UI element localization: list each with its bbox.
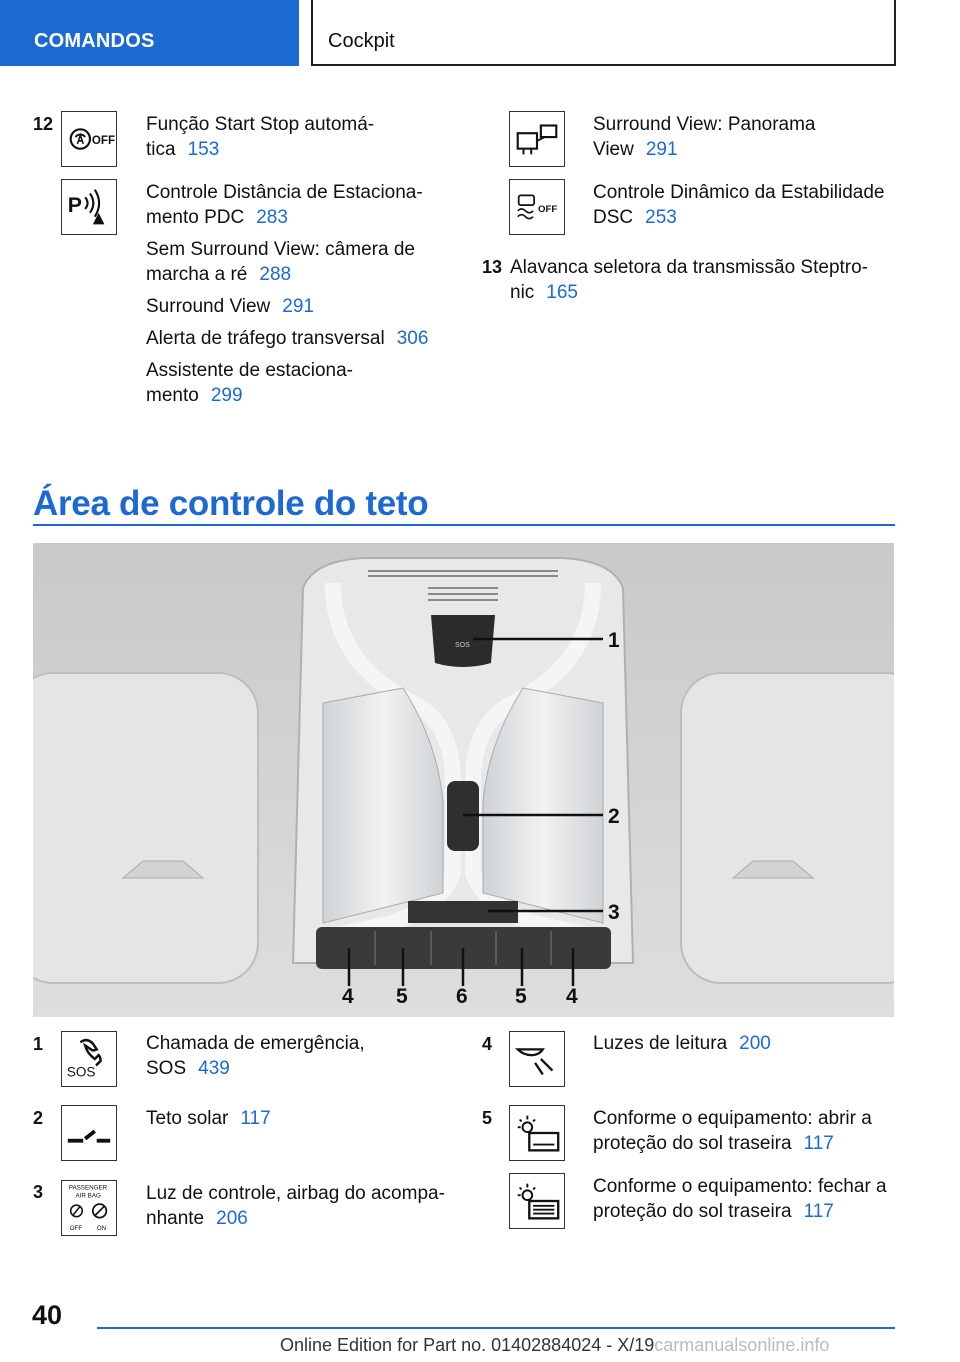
item-12b-line — [146, 294, 446, 319]
page-ref-link[interactable]: 117 — [803, 1201, 834, 1222]
item-text: Controle Distância de Estaciona- mento PDC — [146, 182, 423, 228]
item-text: Alerta de tráfego transversal — [146, 328, 385, 349]
item-12b-list — [146, 180, 446, 408]
section-divider — [33, 524, 895, 526]
svg-text:SOS: SOS — [455, 642, 470, 649]
photo-callout: 2 — [608, 805, 620, 828]
item-5b-text — [593, 1174, 903, 1224]
item-number: 1 — [33, 1034, 44, 1054]
page-number: 40 — [32, 1300, 63, 1330]
sunblind-open-icon — [509, 1105, 565, 1161]
item-12d-text — [593, 180, 903, 230]
photo-callout: 4 — [566, 985, 578, 1008]
photo-callout: 5 — [396, 985, 408, 1008]
item-number: 12 — [33, 114, 54, 134]
photo-callout: 5 — [515, 985, 527, 1008]
photo-callout: 6 — [456, 985, 468, 1008]
svg-text:ON: ON — [96, 1225, 107, 1233]
watermark: carmanualsonline.info — [654, 1335, 830, 1355]
section-heading: Área de controle do teto — [33, 484, 429, 523]
edition-text: Online Edition for Part no. 01402884024 - X/19 — [280, 1335, 655, 1355]
page-ref-link[interactable]: 439 — [198, 1058, 230, 1079]
item-13-text — [510, 255, 900, 305]
page-ref-link[interactable]: 299 — [210, 385, 243, 406]
item-12b-line — [146, 237, 446, 287]
svg-text:SOS: SOS — [66, 1064, 96, 1080]
footer-divider — [97, 1327, 895, 1329]
sunblind-close-icon — [509, 1173, 565, 1229]
section-tab — [0, 0, 299, 66]
item-1-text — [146, 1031, 446, 1081]
page-ref-link[interactable]: 291 — [645, 139, 678, 160]
svg-text:P: P — [67, 193, 82, 217]
svg-text:AIR BAG: AIR BAG — [75, 1192, 101, 1200]
park-distance-control-icon — [61, 179, 117, 235]
item-4-text — [593, 1031, 893, 1056]
chapter-tab — [311, 0, 896, 66]
item-12c-text — [593, 112, 893, 162]
page-ref-link[interactable]: 253 — [645, 207, 677, 228]
reading-light-icon — [509, 1031, 565, 1087]
item-text: Conforme o equipamento: abrir a proteção do sol traseira — [593, 1108, 872, 1154]
item-text: Função Start Stop automá- tica — [146, 114, 375, 160]
svg-text:OFF: OFF — [91, 134, 116, 147]
photo-callout: 3 — [608, 901, 620, 924]
item-text: Luz de controle, airbag do acompa- nhante — [146, 1183, 445, 1229]
auto-start-stop-off-icon — [61, 111, 117, 167]
page-ref-link[interactable]: 206 — [216, 1208, 248, 1229]
chapter-label: Cockpit — [328, 30, 395, 52]
photo-callout: 4 — [342, 985, 354, 1008]
item-2-text — [146, 1106, 446, 1131]
page-ref-link[interactable]: 306 — [396, 328, 429, 349]
dsc-off-icon — [509, 179, 565, 235]
item-text: Chamada de emergência, SOS — [146, 1033, 365, 1079]
roof-control-panel-photo — [33, 543, 894, 1017]
item-text: Luzes de leitura — [593, 1033, 728, 1054]
item-12b-line — [146, 326, 446, 351]
svg-text:OFF: OFF — [69, 1225, 83, 1233]
item-12a-text — [146, 112, 446, 162]
section-label: COMANDOS — [34, 30, 155, 52]
page-ref-link[interactable]: 288 — [259, 264, 292, 285]
footer-edition — [280, 1335, 829, 1356]
item-text: Surround View: Panorama View — [593, 114, 816, 160]
item-number: 3 — [33, 1182, 44, 1202]
sos-call-icon — [61, 1031, 117, 1087]
svg-text:OFF: OFF — [537, 203, 558, 215]
item-text: Conforme o equipamento: fechar a proteção do sol traseira — [593, 1176, 887, 1222]
page-ref-link[interactable]: 153 — [187, 139, 220, 160]
item-text: Teto solar — [146, 1108, 229, 1129]
page-ref-link[interactable]: 117 — [803, 1133, 834, 1154]
item-12b-line — [146, 180, 446, 230]
item-12b-line — [146, 358, 446, 408]
item-text: Alavanca seletora da transmissão Steptro- nic — [510, 257, 869, 303]
item-text: Surround View — [146, 296, 271, 317]
item-text: Controle Dinâmico da Estabilidade DSC — [593, 182, 885, 228]
item-text: Sem Surround View: câmera de marcha a ré — [146, 239, 415, 285]
page-ref-link[interactable]: 283 — [256, 207, 288, 228]
page-ref-link[interactable]: 200 — [739, 1033, 771, 1054]
item-number: 13 — [482, 257, 503, 277]
item-text: Assistente de estaciona- mento — [146, 360, 354, 406]
item-5a-text — [593, 1106, 903, 1156]
page-ref-link[interactable]: 291 — [282, 296, 314, 317]
panorama-view-icon — [509, 111, 565, 167]
item-number: 4 — [482, 1034, 493, 1054]
item-number: 5 — [482, 1108, 493, 1128]
photo-callout: 1 — [608, 629, 620, 652]
page-ref-link[interactable]: 117 — [240, 1108, 271, 1129]
page-ref-link[interactable]: 165 — [546, 282, 578, 303]
passenger-airbag-indicator-icon — [61, 1180, 117, 1236]
item-3-text — [146, 1181, 466, 1231]
item-number: 2 — [33, 1108, 44, 1128]
svg-text:PASSENGER: PASSENGER — [68, 1184, 108, 1192]
sunroof-icon — [61, 1105, 117, 1161]
